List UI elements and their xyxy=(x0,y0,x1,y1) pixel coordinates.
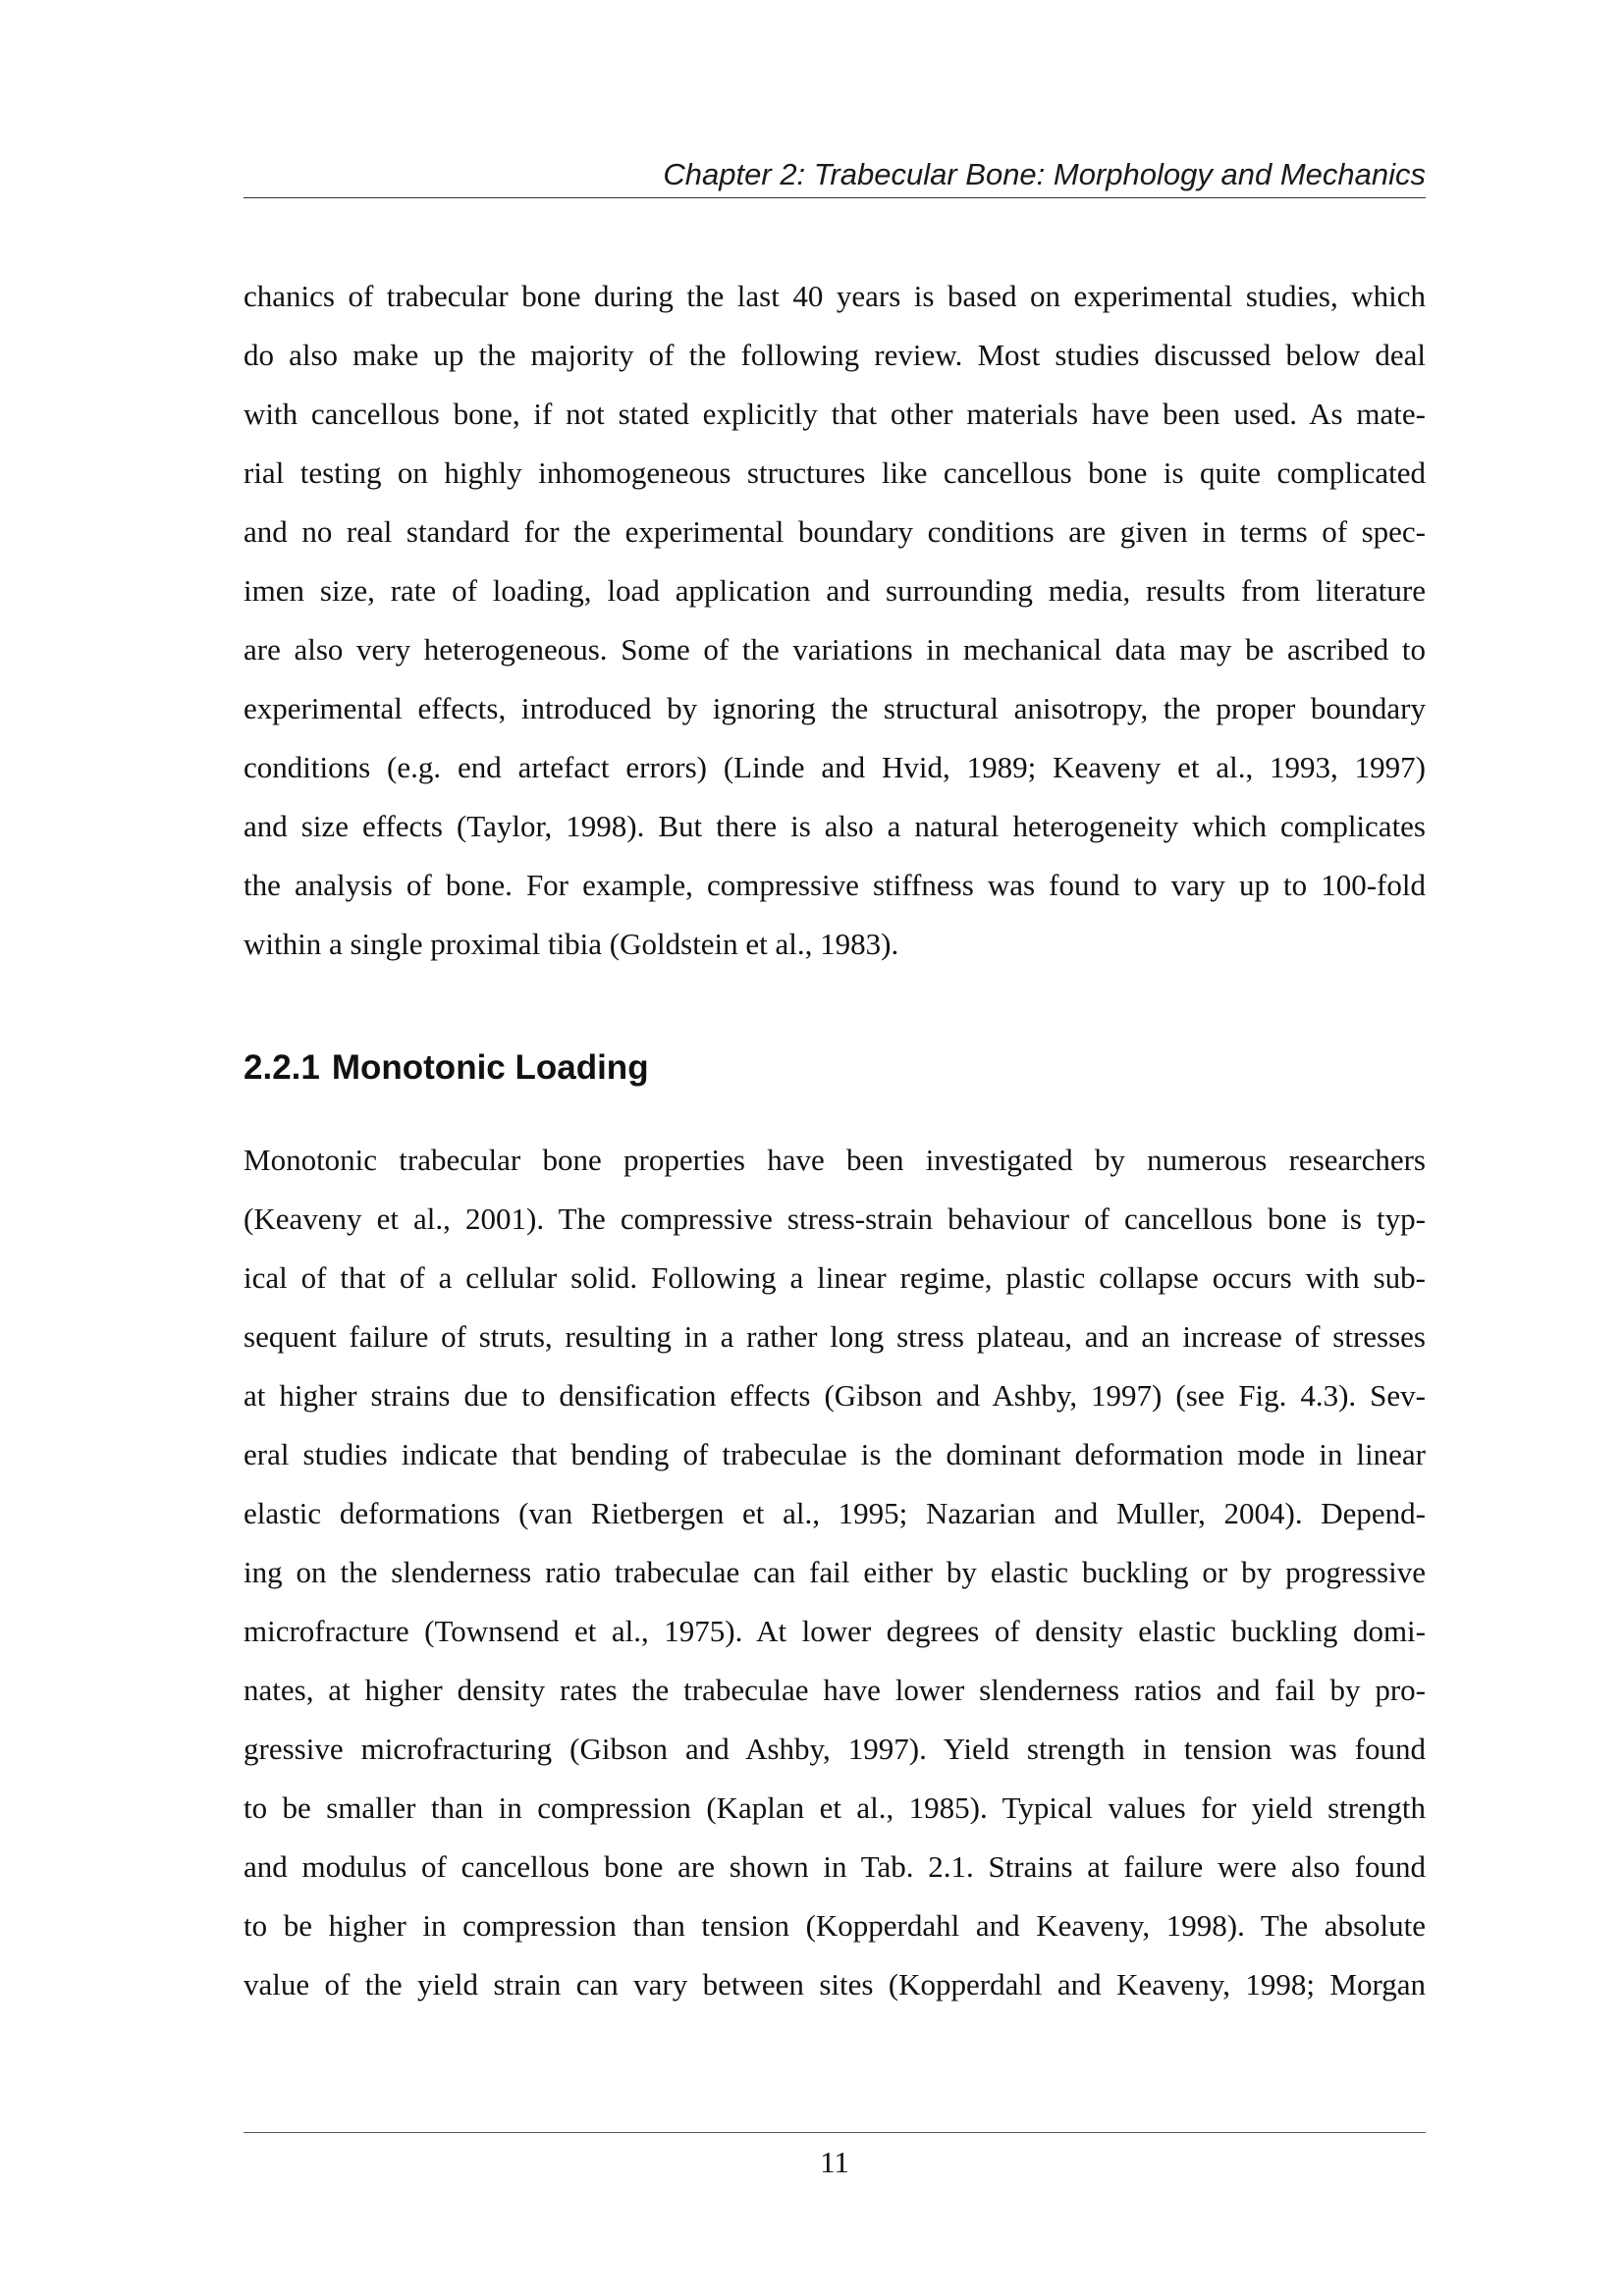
text-line: to be higher in compression than tension (Kopperdahl and Keaveny, 1998). The absolute xyxy=(244,1908,1426,1943)
text-line: nates, at higher density rates the trabeculae have lower slenderness ratios and fail by pro- xyxy=(244,1673,1426,1707)
text-line: the analysis of bone. For example, compressive stiffness was found to vary up to 100-fold xyxy=(244,868,1426,902)
text-line: with cancellous bone, if not stated explicitly that other materials have been used. As mate- xyxy=(244,397,1426,431)
text-line: experimental effects, introduced by ignoring the structural anisotropy, the proper boundary xyxy=(244,691,1426,725)
text-line: eral studies indicate that bending of trabeculae is the dominant deformation mode in linear xyxy=(244,1437,1426,1471)
text-line: do also make up the majority of the following review. Most studies discussed below deal xyxy=(244,338,1426,372)
section-number: 2.2.1 xyxy=(244,1048,320,1087)
text-line: (Keaveny et al., 2001). The compressive stress-strain behaviour of cancellous bone is typ- xyxy=(244,1201,1426,1236)
text-line: to be smaller than in compression (Kaplan et al., 1985). Typical values for yield strength xyxy=(244,1790,1426,1825)
text-line: ical of that of a cellular solid. Following a linear regime, plastic collapse occurs with sub- xyxy=(244,1260,1426,1295)
text-line: microfracture (Townsend et al., 1975). At lower degrees of density elastic buckling domi- xyxy=(244,1614,1426,1648)
text-line: gressive microfracturing (Gibson and Ashby, 1997). Yield strength in tension was found xyxy=(244,1732,1426,1766)
header-rule xyxy=(244,197,1426,198)
text-line: are also very heterogeneous. Some of the variations in mechanical data may be ascribed to xyxy=(244,632,1426,667)
text-line: value of the yield strain can vary between sites (Kopperdahl and Keaveny, 1998; Morgan xyxy=(244,1967,1426,2002)
running-header: Chapter 2: Trabecular Bone: Morphology and Mechanics xyxy=(663,157,1426,191)
text-line: and modulus of cancellous bone are shown in Tab. 2.1. Strains at failure were also found xyxy=(244,1849,1426,1884)
text-line: conditions (e.g. end artefact errors) (Linde and Hvid, 1989; Keaveny et al., 1993, 1997) xyxy=(244,750,1426,784)
text-line: elastic deformations (van Rietbergen et al., 1995; Nazarian and Muller, 2004). Depend- xyxy=(244,1496,1426,1530)
section-title: Monotonic Loading xyxy=(331,1048,649,1087)
text-line: chanics of trabecular bone during the last 40 years is based on experimental studies, which xyxy=(244,279,1426,313)
text-line: imen size, rate of loading, load application and surrounding media, results from literature xyxy=(244,573,1426,608)
text-line: and no real standard for the experimental boundary conditions are given in terms of spec- xyxy=(244,514,1426,549)
text-line: Monotonic trabecular bone properties have been investigated by numerous researchers xyxy=(244,1143,1426,1177)
footer-rule xyxy=(244,2132,1426,2133)
text-line: and size effects (Taylor, 1998). But there is also a natural heterogeneity which complicates xyxy=(244,809,1426,843)
text-line: ing on the slenderness ratio trabeculae can fail either by elastic buckling or by progressive xyxy=(244,1555,1426,1589)
page-number: 11 xyxy=(820,2145,849,2179)
text-line: at higher strains due to densification effects (Gibson and Ashby, 1997) (see Fig. 4.3). Sev- xyxy=(244,1378,1426,1413)
text-line: within a single proximal tibia (Goldstein et al., 1983). xyxy=(244,927,899,961)
section-heading xyxy=(244,1046,649,1090)
text-line: rial testing on highly inhomogeneous structures like cancellous bone is quite complicated xyxy=(244,455,1426,490)
text-line: sequent failure of struts, resulting in a rather long stress plateau, and an increase of stresses xyxy=(244,1319,1426,1354)
